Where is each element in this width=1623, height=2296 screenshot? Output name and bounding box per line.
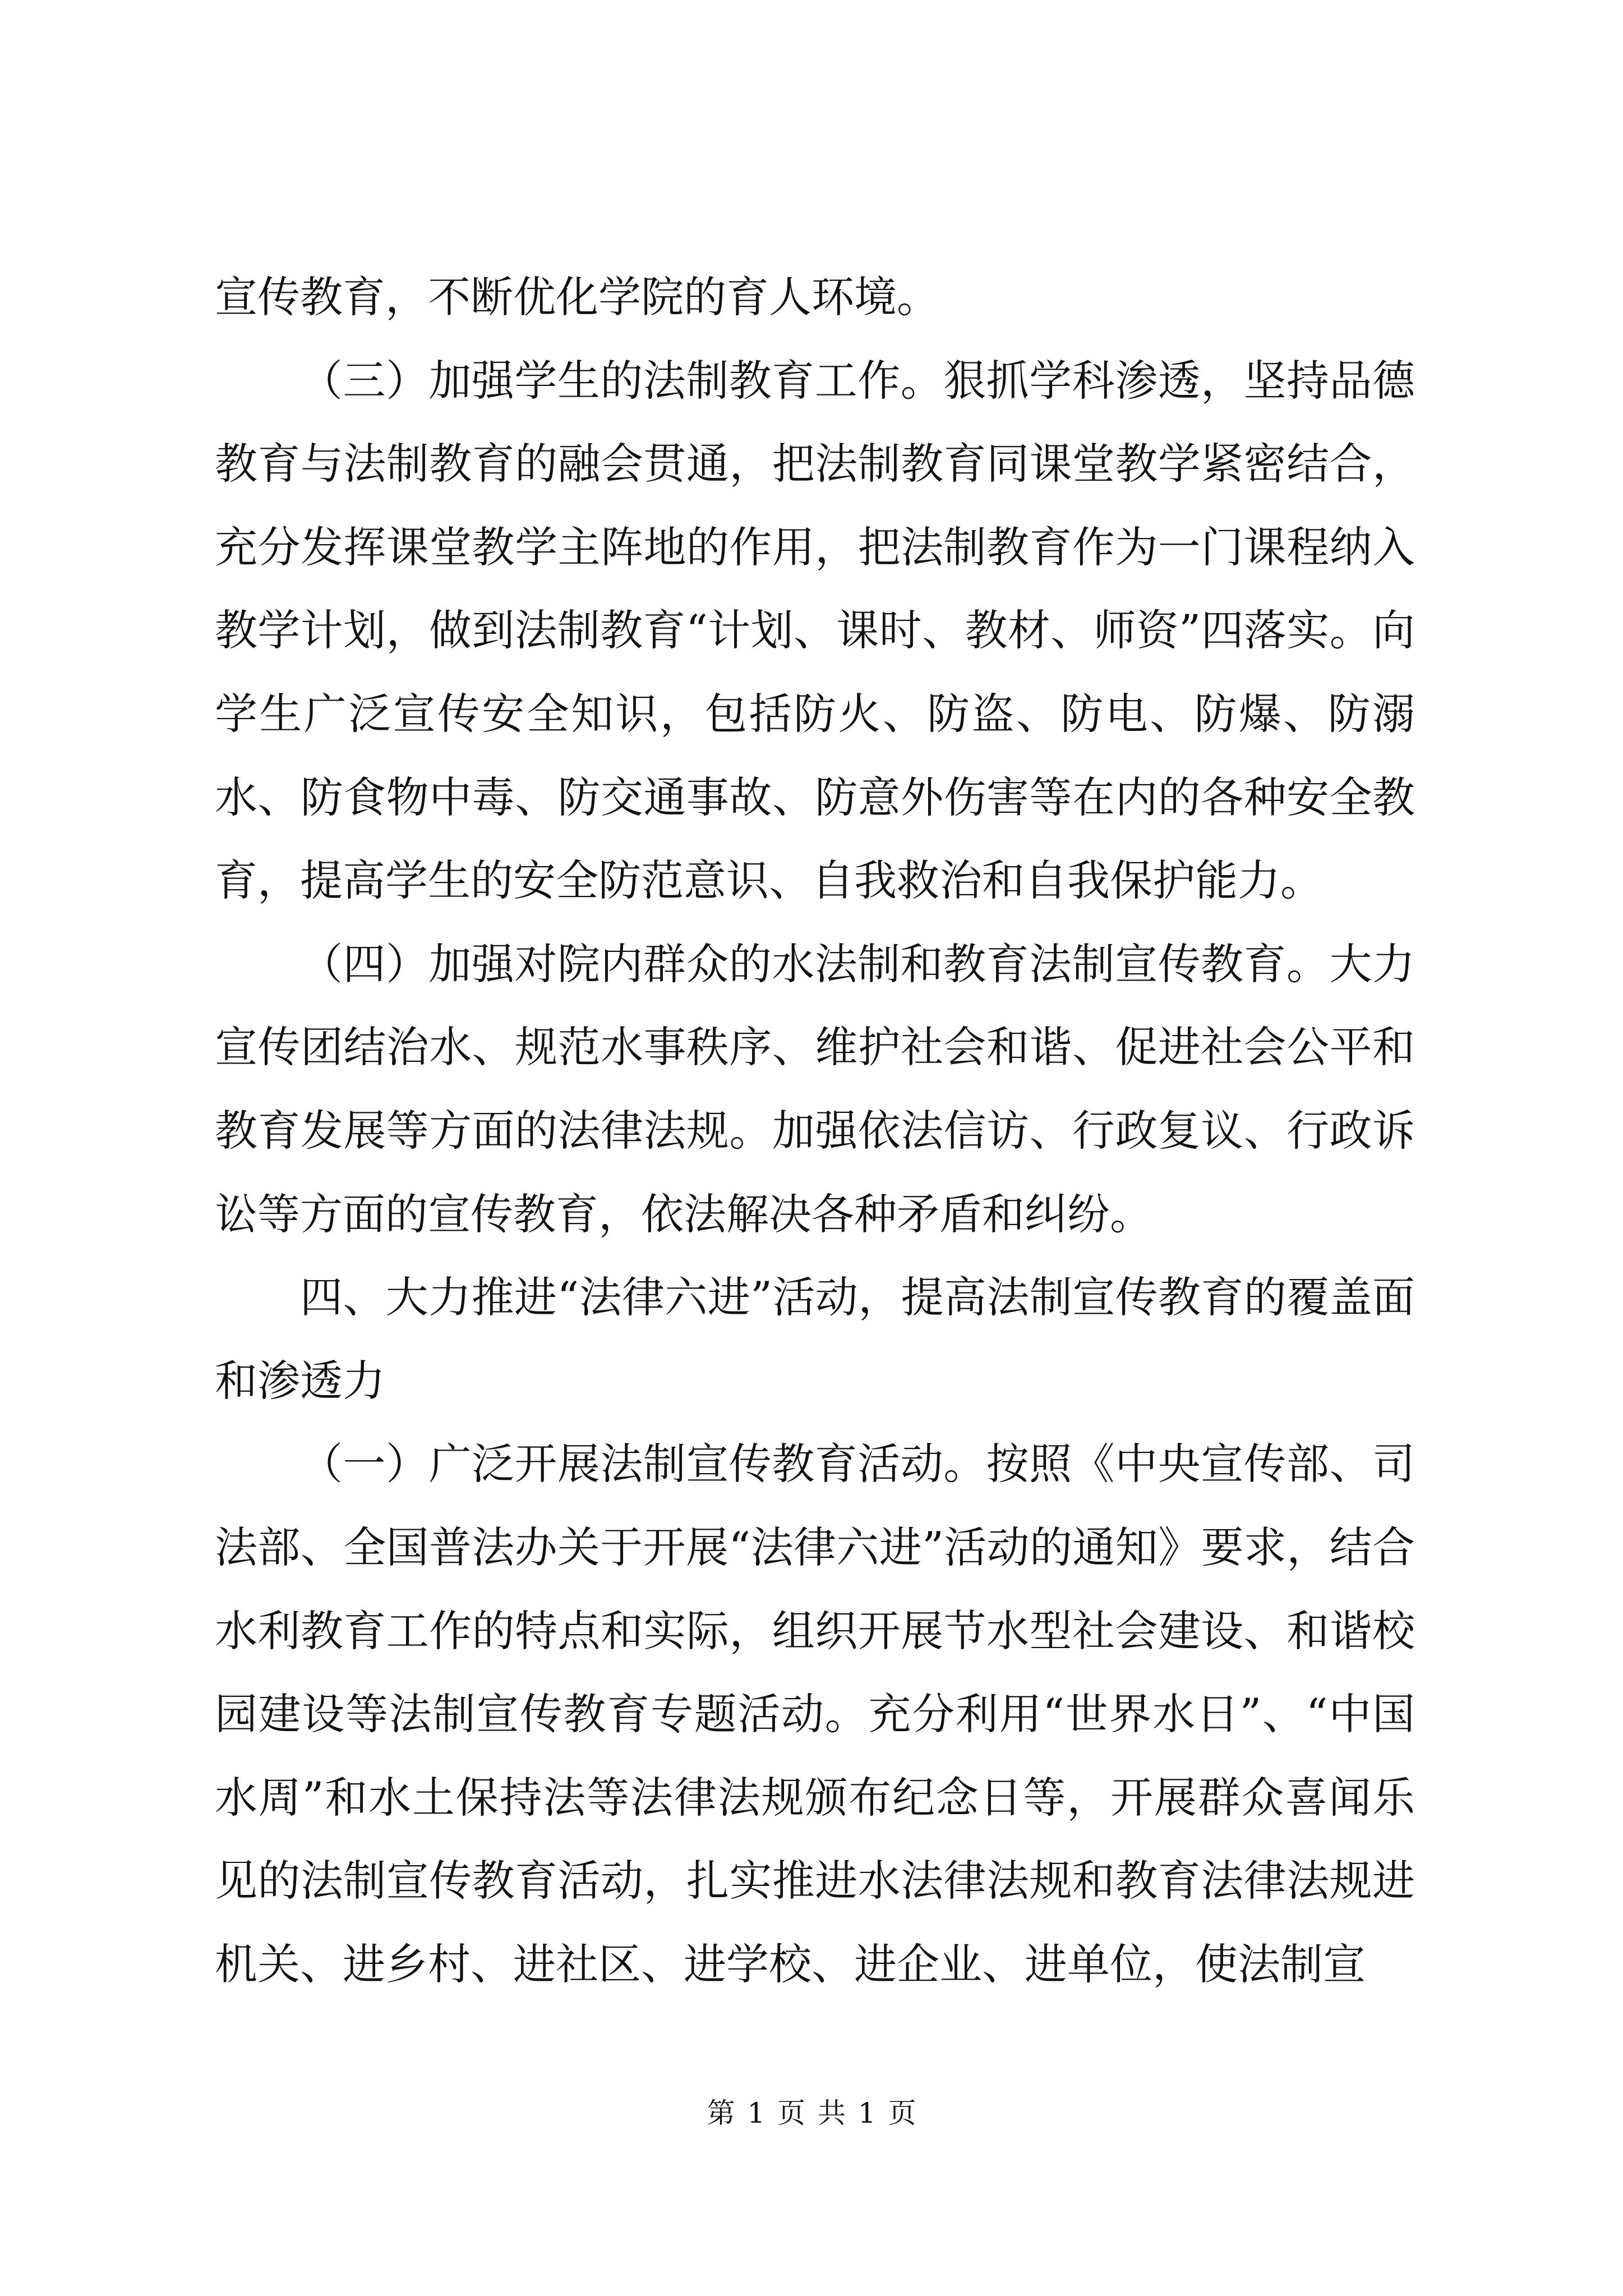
body-text xyxy=(215,256,1415,2006)
paragraph-section-4: （四）加强对院内群众的水法制和教育法制宣传教育。大力宣传团结治水、规范水事秩序、维护社会和谐、促进社会公平和教育发展等方面的法律法规。加强依法信访、行政复议、行政诉讼等方面的宣传教育，依法解决各种矛盾和纠纷。 xyxy=(215,938,1415,1239)
page-footer: 第 1 页 共 1 页 xyxy=(707,2097,916,2129)
paragraph-section-3: （三）加强学生的法制教育工作。狠抓学科渗透，坚持品德教育与法制教育的融会贯通，把法制教育同课堂教学紧密结合，充分发挥课堂教学主阵地的作用，把法制教育作为一门课程纳入教学计划，做到法制教育“计划、课时、教材、师资”四落实。向学生广泛宣传安全知识，包括防火、防盗、防电、防爆、防溺水、防食物中毒、防交通事故、防意外伤害等在内的各种安全教育，提高学生的安全防范意识、自我救治和自我保护能力。 xyxy=(215,355,1415,906)
paragraph-continuation: 宣传教育，不断优化学院的育人环境。 xyxy=(215,272,939,322)
paragraph-part-4-section-1: （一）广泛开展法制宣传教育活动。按照《中央宣传部、司法部、全国普法办关于开展“法律六进”活动的通知》要求，结合水利教育工作的特点和实际，组织开展节水型社会建设、和谐校园建设等法制宣传教育专题活动。充分利用“世界水日”、“中国水周”和水土保持法等法律法规颁布纪念日等，开展群众喜闻乐见的法制宣传教育活动，扎实推进水法律法规和教育法律法规进机关、进乡村、进社区、进学校、进企业、进单位，使法制宣 xyxy=(215,1439,1415,1989)
heading-part-4: 四、大力推进“法律六进”活动，提高法制宣传教育的覆盖面和渗透力 xyxy=(215,1272,1415,1406)
